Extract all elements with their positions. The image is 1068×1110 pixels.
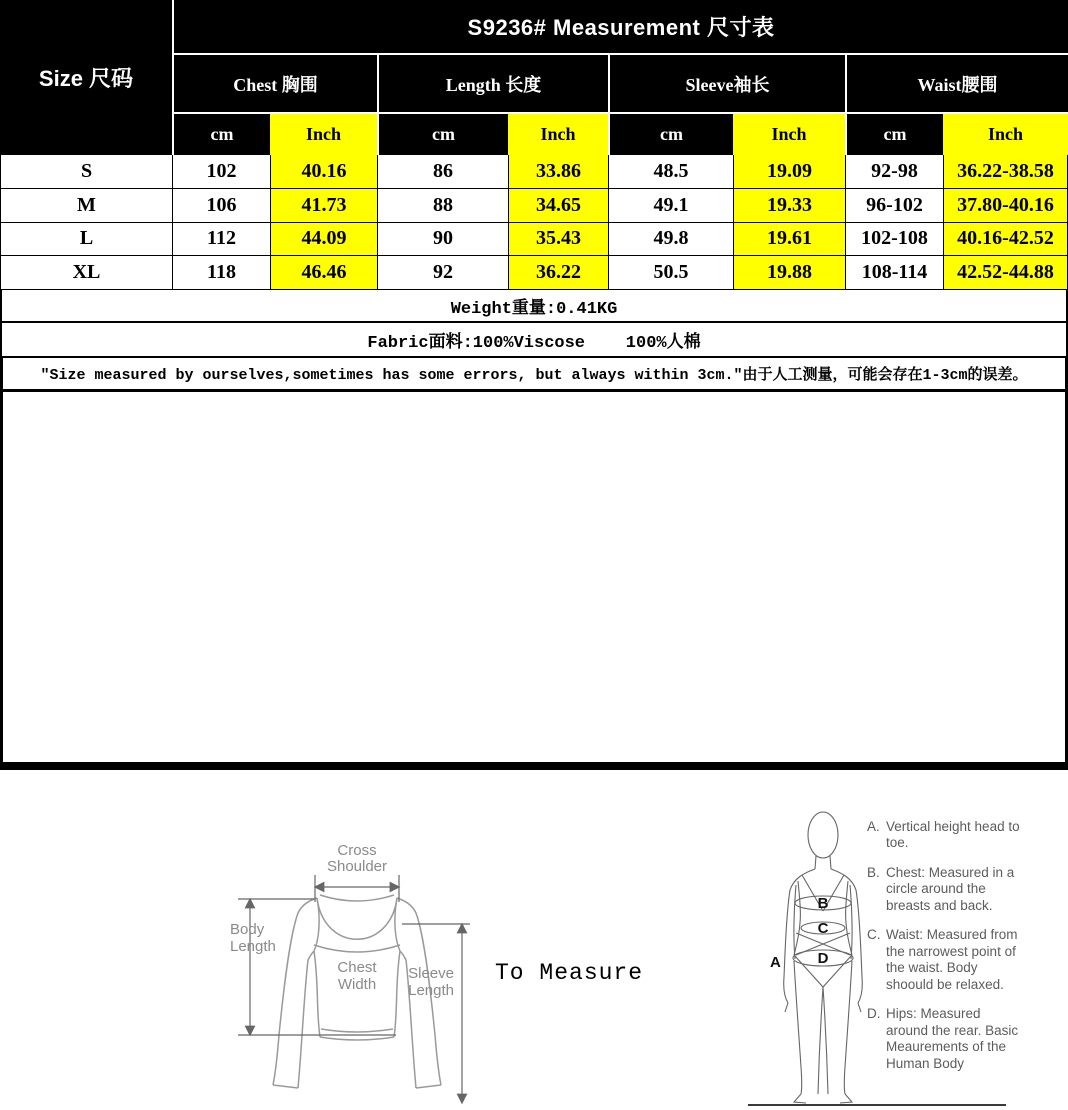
note-item xyxy=(867,865,1021,914)
length-cm-cell: 88 xyxy=(377,189,508,223)
length-cm-cell: 92 xyxy=(377,256,508,290)
note-label: D. xyxy=(867,1006,881,1022)
table-row xyxy=(0,155,1068,189)
size-cell: S xyxy=(0,155,172,189)
unit-header-cm: cm xyxy=(377,112,508,155)
sleeve-inch-cell: 19.61 xyxy=(733,223,845,257)
unit-header-cm: cm xyxy=(172,112,270,155)
chest-cm-cell: 118 xyxy=(172,256,270,290)
sleeve-cm-cell: 49.8 xyxy=(608,223,733,257)
waist-cm-cell: 102-108 xyxy=(845,223,943,257)
sleeve-inch-cell: 19.88 xyxy=(733,256,845,290)
waist-cm-cell: 96-102 xyxy=(845,189,943,223)
table-body xyxy=(0,155,1068,290)
note-text: Hips: Measured around the rear. Basic Meaurements of the Human Body xyxy=(886,1006,1019,1071)
column-group-chest: Chest 胸围 xyxy=(172,55,377,112)
length-inch-cell: 36.22 xyxy=(508,256,608,290)
chest-inch-cell: 46.46 xyxy=(270,256,377,290)
chest-width-label-line1: Chest xyxy=(337,959,377,976)
body-figure-diagram xyxy=(766,805,881,1110)
marker-c: C xyxy=(817,920,829,937)
body-length-label-line2: Length xyxy=(230,938,276,955)
sleeve-inch-cell: 19.33 xyxy=(733,189,845,223)
note-label: A. xyxy=(867,819,880,834)
chest-cm-cell: 102 xyxy=(172,155,270,189)
chest-width-label-line2: Width xyxy=(337,976,377,993)
unit-header-cm: cm xyxy=(845,112,943,155)
chest-inch-cell: 40.16 xyxy=(270,155,377,189)
figure-underline xyxy=(748,1104,1006,1106)
column-group-sleeve: Sleeve袖长 xyxy=(608,55,845,112)
fabric-row xyxy=(0,323,1068,358)
column-group-waist: Waist腰围 xyxy=(845,55,1068,112)
marker-d: D xyxy=(817,950,829,967)
length-cm-cell: 86 xyxy=(377,155,508,189)
waist-cm-cell: 92-98 xyxy=(845,155,943,189)
length-inch-cell: 33.86 xyxy=(508,155,608,189)
table-header xyxy=(0,0,1068,155)
measure-guide-section xyxy=(0,392,1068,1071)
waist-inch-cell: 40.16-42.52 xyxy=(943,223,1068,257)
length-inch-cell: 35.43 xyxy=(508,223,608,257)
unit-header-inch: Inch xyxy=(270,112,377,155)
column-group-length: Length 长度 xyxy=(377,55,608,112)
sleeve-length-label-line2: Length xyxy=(408,982,454,999)
marker-a: A xyxy=(770,954,781,971)
sleeve-length-label-line1: Sleeve xyxy=(408,965,454,982)
unit-header-inch: Inch xyxy=(733,112,845,155)
note-item xyxy=(867,819,1021,852)
waist-cm-cell: 108-114 xyxy=(845,256,943,290)
waist-inch-cell: 36.22-38.58 xyxy=(943,155,1068,189)
sleeve-inch-cell: 19.09 xyxy=(733,155,845,189)
disclaimer-text: ″Size measured by ourselves,sometimes has some errors, but always within 3cm.″由于人工测量，可能会存在1-3cm的误差。 xyxy=(40,367,1028,384)
note-text: Waist: Measured from the narrowest point of the waist. Body shoould be relaxed. xyxy=(886,927,1018,992)
chest-cm-cell: 106 xyxy=(172,189,270,223)
waist-inch-cell: 37.80-40.16 xyxy=(943,189,1068,223)
cross-shoulder-label-line2: Shoulder xyxy=(326,858,388,875)
unit-header-inch: Inch xyxy=(508,112,608,155)
measure-notes xyxy=(867,819,1021,1085)
body-length-label-line1: Body xyxy=(230,921,265,938)
size-cell: XL xyxy=(0,256,172,290)
waist-inch-cell: 42.52-44.88 xyxy=(943,256,1068,290)
chest-inch-cell: 41.73 xyxy=(270,189,377,223)
size-cell: L xyxy=(0,223,172,257)
sleeve-cm-cell: 49.1 xyxy=(608,189,733,223)
cross-shoulder-label-line1: Cross xyxy=(337,842,377,859)
note-label: C. xyxy=(867,927,881,943)
weight-text: Weight重量:0.41KG xyxy=(450,299,618,319)
length-cm-cell: 90 xyxy=(377,223,508,257)
sleeve-cm-cell: 50.5 xyxy=(608,256,733,290)
weight-row xyxy=(0,290,1068,323)
note-text: Vertical height head to toe. xyxy=(886,819,1020,851)
unit-header-cm: cm xyxy=(608,112,733,155)
chart-title: S9236# Measurement 尺寸表 xyxy=(172,0,1068,55)
fabric-text: Fabric面料:100%Viscose 100%人棉 xyxy=(367,333,701,353)
marker-b: B xyxy=(817,895,829,912)
size-cell: M xyxy=(0,189,172,223)
disclaimer-row xyxy=(0,358,1068,392)
size-column-header: Size 尺码 xyxy=(0,0,172,155)
note-item xyxy=(867,927,1021,993)
unit-header-inch: Inch xyxy=(943,112,1068,155)
length-inch-cell: 34.65 xyxy=(508,189,608,223)
to-measure-caption: To Measure xyxy=(495,960,644,986)
table-row xyxy=(0,256,1068,290)
sleeve-cm-cell: 48.5 xyxy=(608,155,733,189)
note-label: B. xyxy=(867,864,880,880)
shirt-measure-diagram xyxy=(216,835,501,1110)
chest-inch-cell: 44.09 xyxy=(270,223,377,257)
table-row xyxy=(0,223,1068,257)
note-item xyxy=(867,1006,1021,1072)
note-text: Chest: Measured in a circle around the breasts and back. xyxy=(886,864,1015,913)
table-row xyxy=(0,189,1068,223)
chest-cm-cell: 112 xyxy=(172,223,270,257)
